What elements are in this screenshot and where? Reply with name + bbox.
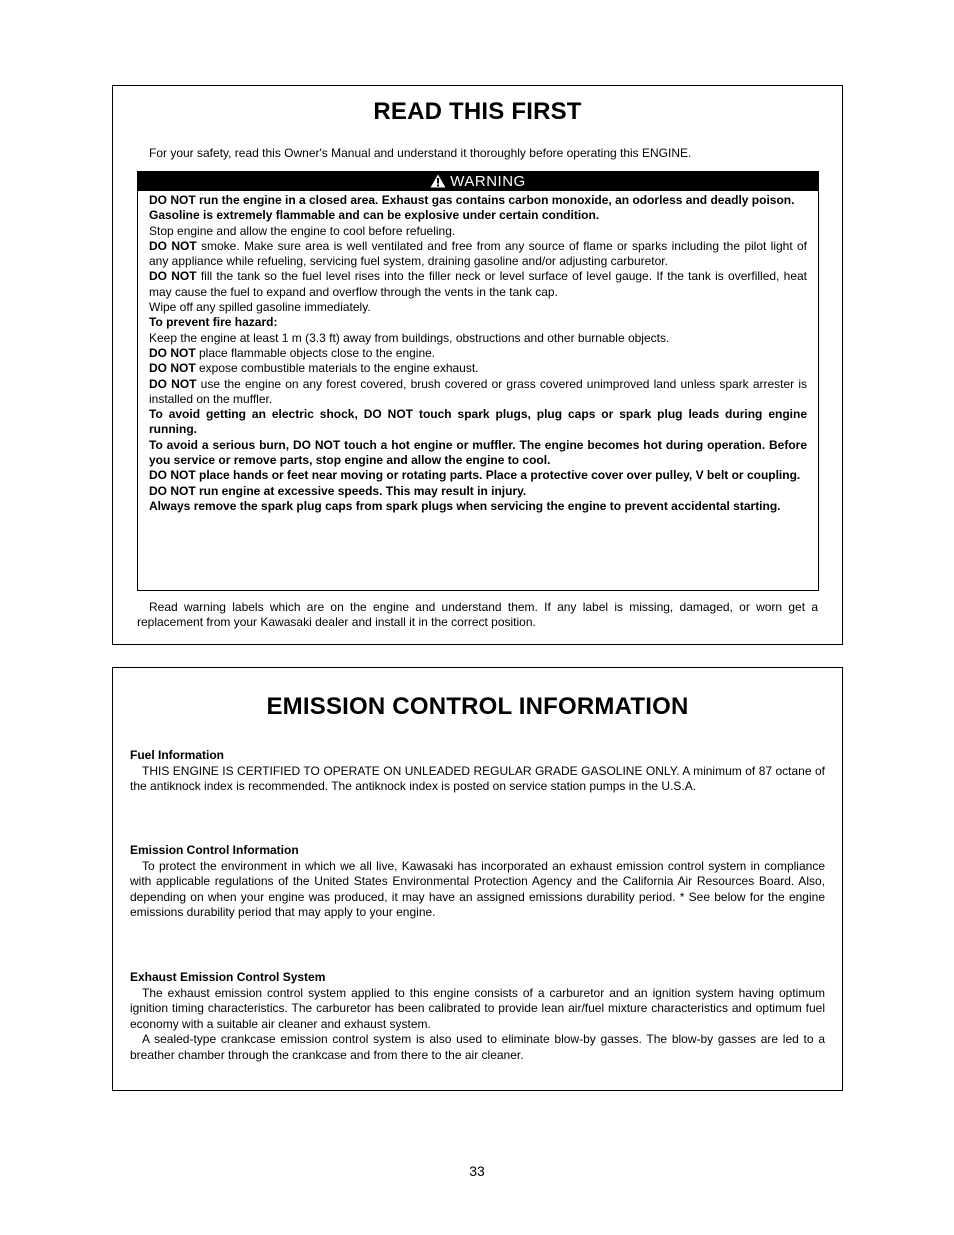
warning-body xyxy=(138,191,818,514)
section-heading: Emission Control Information xyxy=(130,843,299,857)
warning-line-bold: DO NOT xyxy=(149,345,196,360)
warning-line xyxy=(149,193,807,208)
section-paragraph: To protect the environment in which we all live, Kawasaki has incorporated an exhaust emission control system in compliance with applicable regulations of the United States Environmental Protection Agency and the California Air Resources Board. Also, depending on when your engine was produced, it may have an assigned emissions durability period. * See below for the engine emissions durability period that may apply to your engine. xyxy=(130,858,825,920)
safety-intro: For your safety, read this Owner's Manual and understand it thoroughly before operating this ENGINE. xyxy=(149,146,692,160)
page-number: 33 xyxy=(469,1163,485,1179)
warning-line-text: expose combustible materials to the engine exhaust. xyxy=(195,361,479,376)
warning-header xyxy=(138,172,818,191)
read-this-first-title: READ THIS FIRST xyxy=(373,98,582,125)
warning-labels-note: Read warning labels which are on the engine and understand them. If any label is missing, damaged, or worn get a replacement from your Kawasaki dealer and install it in the correct position. xyxy=(137,600,818,630)
warning-line-bold: DO NOT run engine at excessive speeds. This may result in injury. xyxy=(149,483,527,498)
warning-line xyxy=(149,377,807,408)
warning-line-text: smoke. Make sure area is well ventilated and free from any source of flame or sparks including the pilot light of any appliance while refueling, servicing fuel system, draining gasoline and/or adjusting carburetor. xyxy=(149,238,807,269)
warning-line-text: use the engine on any forest covered, brush covered or grass covered unimproved land unless spark arrester is installed on the muffler. xyxy=(149,376,807,406)
warning-line-bold: Always remove the spark plug caps from spark plugs when servicing the engine to prevent accidental starting. xyxy=(149,498,781,513)
section-paragraph: A sealed-type crankcase emission control system is also used to eliminate blow-by gasses. The blow-by gasses are led to a breather chamber through the crankcase and from there to the air cleaner. xyxy=(130,1032,825,1062)
warning-line-text: fill the tank so the fuel level rises into the filler neck or level surface of level gauge. If the tank is overfilled, heat may cause the fuel to expand and overflow through the vents in the tank cap. xyxy=(149,269,807,299)
warning-line-bold: DO NOT place hands or feet near moving or rotating parts. Place a protective cover over pulley, V belt or coupling. xyxy=(149,468,801,483)
emission-control-information-section xyxy=(130,843,825,921)
warning-line xyxy=(149,300,807,315)
warning-line xyxy=(149,484,807,499)
section-paragraph: The exhaust emission control system applied to this engine consists of a carburetor and an ignition system having optimum ignition timing characteristics. The carburetor has been calibrated to provide lean air/fuel mixture characteristics and optimum fuel economy with a suitable air cleaner and exhaust system. xyxy=(130,985,825,1031)
warning-line xyxy=(149,499,807,514)
fuel-information-section xyxy=(130,748,825,795)
section-heading: Fuel Information xyxy=(130,748,224,762)
section-paragraph: THIS ENGINE IS CERTIFIED TO OPERATE ON UNLEADED REGULAR GRADE GASOLINE ONLY. A minimum of 87 octane of the antiknock index is recommended. The antiknock index is posted on service station pumps in the U.S.A. xyxy=(130,763,825,794)
warning-line-bold: DO NOT xyxy=(149,269,197,284)
warning-line xyxy=(149,315,807,330)
warning-line xyxy=(149,407,807,438)
warning-line xyxy=(149,361,807,376)
warning-line-bold: DO NOT xyxy=(149,376,197,391)
warning-line-text: place flammable objects close to the engine. xyxy=(195,345,436,360)
warning-line xyxy=(149,468,807,483)
warning-line-text: Wipe off any spilled gasoline immediately. xyxy=(149,300,371,315)
warning-line xyxy=(149,224,807,239)
emission-title: EMISSION CONTROL INFORMATION xyxy=(266,693,689,720)
warning-line xyxy=(149,269,807,300)
read-this-first-box xyxy=(112,85,843,645)
exhaust-emission-system-section xyxy=(130,970,825,1064)
warning-line xyxy=(149,331,807,346)
warning-line-text: Keep the engine at least 1 m (3.3 ft) away from buildings, obstructions and other burnable objects. xyxy=(149,330,670,345)
warning-line-bold: To avoid getting an electric shock, DO NOT touch spark plugs, plug caps or spark plug leads during engine running. xyxy=(149,407,807,437)
warning-line-bold: DO NOT run the engine in a closed area. Exhaust gas contains carbon monoxide, an odorless and deadly poison. xyxy=(149,193,795,207)
warning-box xyxy=(137,171,819,591)
warning-line-bold: To avoid a serious burn, DO NOT touch a hot engine or muffler. The engine becomes hot during operation. Before you service or remove parts, stop engine and allow the engine to cool. xyxy=(149,437,807,468)
warning-triangle-icon xyxy=(430,174,446,188)
emission-control-box xyxy=(112,667,843,1091)
warning-label: WARNING xyxy=(450,173,526,190)
warning-line-bold: DO NOT xyxy=(149,238,197,253)
section-heading: Exhaust Emission Control System xyxy=(130,970,326,984)
warning-line xyxy=(149,239,807,270)
warning-line-bold: Gasoline is extremely flammable and can be explosive under certain condition. xyxy=(149,208,600,223)
warning-line xyxy=(149,208,807,223)
warning-line-bold: To prevent fire hazard: xyxy=(149,315,278,330)
warning-line-bold: DO NOT xyxy=(149,361,196,376)
warning-line-text: Stop engine and allow the engine to cool before refueling. xyxy=(149,223,456,238)
warning-line xyxy=(149,438,807,469)
warning-line xyxy=(149,346,807,361)
